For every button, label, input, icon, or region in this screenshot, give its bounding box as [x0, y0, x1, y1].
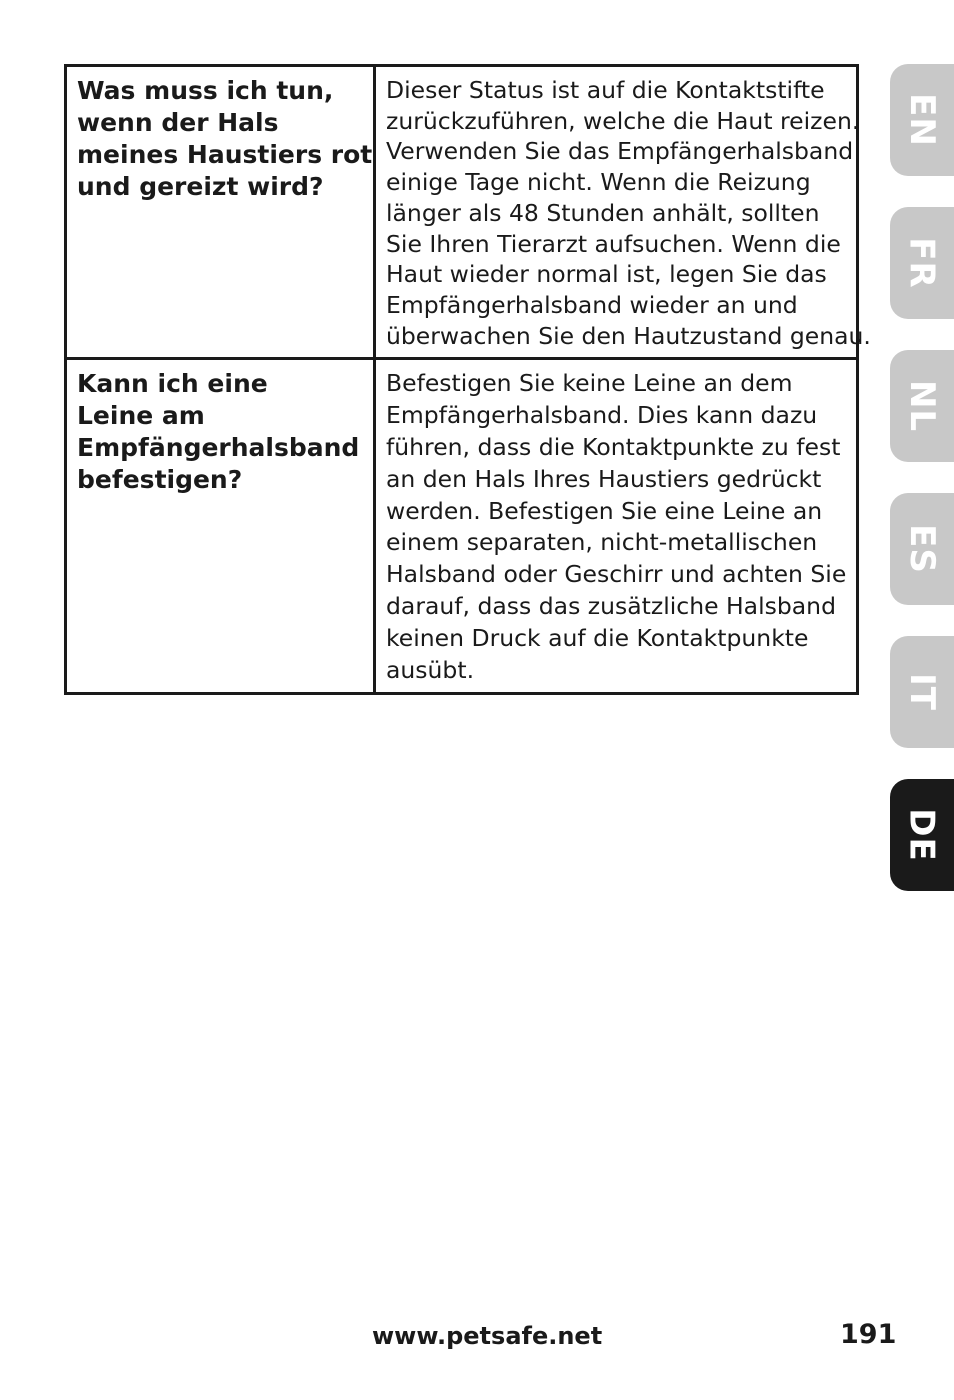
answer-line: Haut wieder normal ist, legen Sie das	[386, 260, 827, 289]
question-line: meines Haustiers rot	[77, 140, 373, 169]
question-line: Was muss ich tun,	[77, 76, 334, 105]
answer-line: ausübt.	[386, 655, 475, 684]
answer-line: überwachen Sie den Hautzustand genau.	[386, 321, 871, 350]
answer-line: werden. Befestigen Sie eine Leine an	[386, 496, 823, 525]
language-tab-it[interactable]	[890, 636, 954, 748]
answer-line: Dieser Status ist auf die Kontaktstifte	[386, 76, 825, 104]
answer-line: Empfängerhalsband wieder an und	[386, 290, 798, 319]
language-tab-label: DE	[901, 808, 942, 862]
question-line: Leine am	[77, 401, 205, 431]
language-tab-label: FR	[902, 237, 942, 289]
language-tab-es[interactable]	[890, 493, 954, 605]
answer-line: einem separaten, nicht-metallischen	[386, 528, 818, 557]
answer-line: Sie Ihren Tierarzt aufsuchen. Wenn die	[386, 229, 841, 258]
answer-line: keinen Druck auf die Kontaktpunkte	[386, 623, 809, 652]
question-line: befestigen?	[77, 465, 243, 495]
faq-table	[64, 64, 871, 695]
answer-line: Empfängerhalsband. Dies kann dazu	[386, 401, 818, 430]
faq-answer	[375, 66, 871, 359]
answer-line: führen, dass die Kontaktpunkte zu fest	[386, 432, 841, 461]
faq-question	[66, 66, 375, 359]
language-tab-en[interactable]	[890, 64, 954, 176]
answer-line: Halsband oder Geschirr und achten Sie	[386, 560, 847, 589]
answer-line: zurückzuführen, welche die Haut reizen.	[386, 106, 860, 135]
faq-row	[66, 66, 858, 359]
answer-line: Verwenden Sie das Empfängerhalsband	[386, 137, 854, 166]
language-tab-label: ES	[902, 524, 942, 574]
language-tab-fr[interactable]	[890, 207, 954, 319]
question-line: wenn der Hals	[77, 108, 279, 137]
faq-row	[66, 359, 858, 694]
answer-line: Befestigen Sie keine Leine an dem	[386, 369, 793, 398]
page-number: 191	[840, 1319, 897, 1350]
language-tab-nl[interactable]	[890, 350, 954, 462]
answer-line: darauf, dass das zusätzliche Halsband	[386, 591, 836, 620]
language-tab-label: NL	[902, 379, 942, 433]
question-line: Empfängerhalsband	[77, 433, 360, 463]
footer-url[interactable]: www.petsafe.net	[372, 1322, 603, 1350]
answer-line: länger als 48 Stunden anhält, sollten	[386, 198, 820, 227]
faq-answer	[375, 359, 858, 694]
language-tab-de[interactable]	[890, 779, 954, 891]
question-line: Kann ich eine	[77, 369, 268, 399]
language-tab-label: IT	[902, 673, 942, 711]
faq-question	[66, 359, 375, 694]
answer-line: einige Tage nicht. Wenn die Reizung	[386, 168, 811, 197]
language-tab-label: EN	[902, 93, 942, 147]
question-line: und gereizt wird?	[77, 172, 324, 201]
answer-line: an den Hals Ihres Haustiers gedrückt	[386, 464, 822, 493]
